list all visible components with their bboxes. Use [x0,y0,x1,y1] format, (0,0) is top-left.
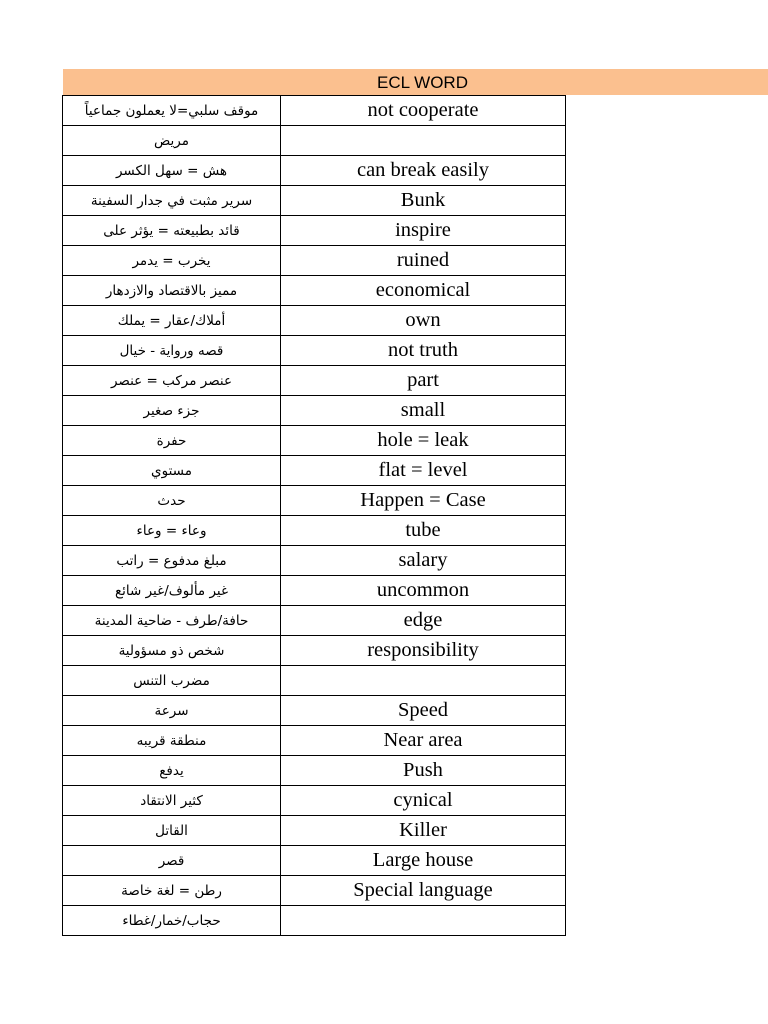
table-row [63,396,566,426]
english-word-cell: Bunk [281,186,566,216]
arabic-meaning-cell: القاتل [63,816,281,846]
table-row [63,576,566,606]
arabic-meaning-cell: حفرة [63,426,281,456]
english-word-cell: salary [281,546,566,576]
table-row [63,276,566,306]
table-row [63,96,566,126]
arabic-meaning-cell: مضرب التنس [63,666,281,696]
english-word-cell: not truth [281,336,566,366]
table-row [63,606,566,636]
english-word-cell: ruined [281,246,566,276]
arabic-meaning-cell: رطن = لغة خاصة [63,876,281,906]
arabic-meaning-cell: غير مألوف/غير شائع [63,576,281,606]
english-word-cell: Large house [281,846,566,876]
english-word-cell: hole = leak [281,426,566,456]
table-row [63,546,566,576]
arabic-meaning-cell: سرير مثبت في جدار السفينة [63,186,281,216]
table-row [63,486,566,516]
arabic-meaning-cell: قصر [63,846,281,876]
table-row [63,636,566,666]
table-row [63,186,566,216]
english-word-cell: small [281,396,566,426]
english-word-cell [281,666,566,696]
arabic-meaning-cell: حدث [63,486,281,516]
english-word-cell: not cooperate [281,96,566,126]
arabic-meaning-cell: هش = سهل الكسر [63,156,281,186]
table-row [63,216,566,246]
table-row [63,366,566,396]
english-word-cell: cynical [281,786,566,816]
english-word-cell: Happen = Case [281,486,566,516]
table-row [63,516,566,546]
table-row [63,726,566,756]
arabic-meaning-cell: منطقة قريبه [63,726,281,756]
english-word-cell: responsibility [281,636,566,666]
table-row [63,426,566,456]
english-word-cell: Special language [281,876,566,906]
english-word-cell: edge [281,606,566,636]
arabic-meaning-cell: حجاب/خمار/غطاء [63,906,281,936]
table-row [63,156,566,186]
arabic-meaning-cell: مريض [63,126,281,156]
english-word-cell [281,126,566,156]
table-row [63,126,566,156]
english-word-cell: can break easily [281,156,566,186]
english-word-cell: inspire [281,216,566,246]
arabic-meaning-cell: موقف سلبي=لا يعملون جماعياً [63,96,281,126]
english-word-cell: flat = level [281,456,566,486]
table-row [63,756,566,786]
arabic-meaning-cell: أملاك/عقار = يملك [63,306,281,336]
english-word-cell: tube [281,516,566,546]
arabic-meaning-cell: قائد بطبيعته = يؤثر على [63,216,281,246]
table-row [63,666,566,696]
word-table-body [63,96,566,936]
english-word-cell: Push [281,756,566,786]
english-word-cell [281,906,566,936]
arabic-meaning-cell: وعاء = وعاء [63,516,281,546]
arabic-meaning-cell: مستوي [63,456,281,486]
english-word-cell: Killer [281,816,566,846]
table-row [63,456,566,486]
table-row [63,786,566,816]
english-word-cell: own [281,306,566,336]
arabic-meaning-cell: كثير الانتقاد [63,786,281,816]
table-row [63,696,566,726]
table-row [63,846,566,876]
table-row [63,816,566,846]
arabic-meaning-cell: مميز بالاقتصاد والازدهار [63,276,281,306]
arabic-meaning-cell: حافة/طرف - ضاحية المدينة [63,606,281,636]
table-row [63,336,566,366]
table-row [63,876,566,906]
arabic-meaning-cell: جزء صغير [63,396,281,426]
arabic-meaning-cell: عنصر مركب = عنصر [63,366,281,396]
english-word-cell: Near area [281,726,566,756]
table-row [63,906,566,936]
arabic-meaning-cell: يدفع [63,756,281,786]
table-row [63,306,566,336]
arabic-meaning-cell: قصه ورواية - خيال [63,336,281,366]
english-word-cell: part [281,366,566,396]
table-row [63,246,566,276]
word-table [62,95,566,936]
arabic-meaning-cell: مبلغ مدفوع = راتب [63,546,281,576]
arabic-meaning-cell: يخرب = يدمر [63,246,281,276]
arabic-meaning-cell: شخص ذو مسؤولية [63,636,281,666]
english-word-cell: economical [281,276,566,306]
english-word-cell: uncommon [281,576,566,606]
english-word-cell: Speed [281,696,566,726]
sheet-title: ECL WORD [377,73,468,92]
arabic-meaning-cell: سرعة [63,696,281,726]
